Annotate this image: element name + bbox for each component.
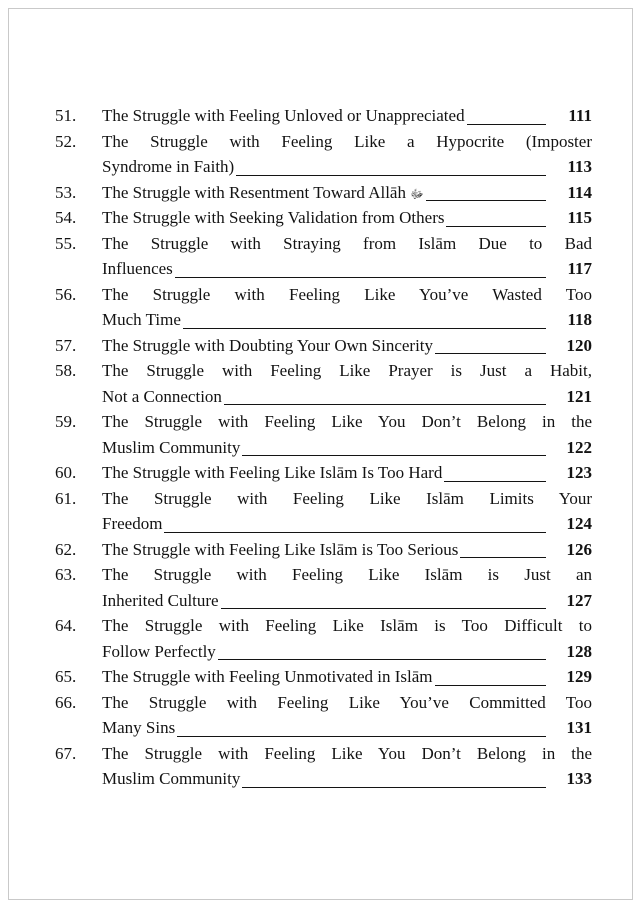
entry-last-line <box>102 435 592 461</box>
page-number: 118 <box>567 310 592 329</box>
entry-last-line <box>102 103 592 129</box>
leader-line <box>164 532 546 533</box>
page-number: 113 <box>567 157 592 176</box>
entry-last-line <box>102 205 592 231</box>
entry-number: 56. <box>55 284 77 304</box>
entry-wrap-line: The Struggle with Feeling Like Prayer is Just a Habit, <box>102 361 592 380</box>
leader-line <box>218 659 546 660</box>
page-number: 126 <box>566 539 592 559</box>
toc-entry <box>55 205 592 231</box>
entry-wrap-line: The Struggle with Feeling Like You Don’t Belong in the <box>102 743 592 763</box>
book-page <box>8 8 633 900</box>
page-number: 122 <box>566 437 592 457</box>
entry-title-text: Freedom <box>102 514 163 533</box>
entry-wrap-line: The Struggle with Straying from Islām Due to Bad <box>102 233 592 253</box>
toc-entry <box>55 460 592 486</box>
entry-body <box>102 282 592 333</box>
page-number: 114 <box>567 182 592 202</box>
entry-number: 61. <box>55 488 77 508</box>
entry-body <box>102 358 592 409</box>
table-of-contents <box>9 9 632 792</box>
leader-line <box>242 787 546 788</box>
entry-number: 60. <box>55 463 77 482</box>
entry-title-text: Many Sins <box>102 718 176 737</box>
entry-body <box>102 664 592 690</box>
page-number: 124 <box>566 514 592 533</box>
entry-title-text: The Struggle with Feeling Like Islām is Too Serious <box>102 539 459 559</box>
toc-entry <box>55 562 592 613</box>
entry-body <box>102 486 592 537</box>
entry-last-line <box>102 537 592 563</box>
entry-number: 57. <box>55 335 77 355</box>
entry-body <box>102 537 592 563</box>
page-number: 128 <box>566 641 592 661</box>
entry-number: 64. <box>55 616 77 635</box>
toc-entry <box>55 741 592 792</box>
entry-last-line <box>102 384 592 410</box>
entry-wrap-line: The Struggle with Feeling Like Islām is Too Difficult to <box>102 616 592 635</box>
entry-title-text: Muslim Community <box>102 769 241 788</box>
entry-last-line <box>102 154 592 180</box>
toc-entry <box>55 282 592 333</box>
page-number: 127 <box>566 590 592 610</box>
leader-line <box>467 124 546 125</box>
toc-entry <box>55 103 592 129</box>
page-number: 111 <box>568 106 592 125</box>
entry-last-line <box>102 460 592 486</box>
entry-body <box>102 333 592 359</box>
leader-line <box>426 200 546 201</box>
entry-title-text: The Struggle with Doubting Your Own Sincerity <box>102 335 434 355</box>
entry-title-text: Much Time <box>102 310 181 329</box>
entry-title-text: Muslim Community <box>102 437 241 457</box>
entry-title-text: Not a Connection <box>102 386 222 406</box>
entry-last-line <box>102 639 592 665</box>
toc-entry <box>55 333 592 359</box>
leader-line <box>435 685 546 686</box>
entry-number: 66. <box>55 692 77 712</box>
entry-title-text: Syndrome in Faith) <box>102 157 235 176</box>
page-number: 133 <box>566 769 592 788</box>
toc-entry <box>55 358 592 409</box>
leader-line <box>175 277 546 278</box>
toc-entry <box>55 613 592 664</box>
entry-wrap-line: The Struggle with Feeling Like Islām is Just an <box>102 565 592 584</box>
entry-title-text: The Struggle with Seeking Validation from Others <box>102 208 445 227</box>
entry-number: 54. <box>55 208 77 227</box>
page-number: 131 <box>566 718 592 737</box>
entry-last-line <box>102 664 592 690</box>
toc-entry <box>55 231 592 282</box>
entry-body <box>102 205 592 231</box>
entry-wrap-line: The Struggle with Feeling Like You’ve Wasted Too <box>102 284 592 304</box>
entry-number: 55. <box>55 233 77 253</box>
leader-line <box>242 455 546 456</box>
leader-line <box>444 481 546 482</box>
entry-title-text: Follow Perfectly <box>102 641 216 661</box>
entry-wrap-line: The Struggle with Feeling Like Islām Limits Your <box>102 488 592 508</box>
entry-body <box>102 613 592 664</box>
entry-title-text: The Struggle with Resentment Toward Allāh ﷻ <box>102 182 424 202</box>
entry-body <box>102 562 592 613</box>
toc-entry <box>55 180 592 206</box>
toc-entry <box>55 486 592 537</box>
entry-body <box>102 741 592 792</box>
leader-line <box>183 328 546 329</box>
entry-wrap-line: The Struggle with Feeling Like You Don’t Belong in the <box>102 412 592 431</box>
toc-entry <box>55 537 592 563</box>
toc-entry <box>55 664 592 690</box>
entry-body <box>102 180 592 206</box>
page-number: 120 <box>566 335 592 355</box>
entry-last-line <box>102 180 592 206</box>
entry-title-text: The Struggle with Feeling Like Islām Is Too Hard <box>102 463 443 482</box>
leader-line <box>435 353 546 354</box>
entry-number: 62. <box>55 539 77 559</box>
entry-number: 67. <box>55 743 77 763</box>
entry-number: 58. <box>55 361 77 380</box>
entry-body <box>102 231 592 282</box>
entry-last-line <box>102 511 592 537</box>
entry-body <box>102 409 592 460</box>
leader-line <box>460 557 546 558</box>
entry-number: 53. <box>55 182 77 202</box>
entry-number: 59. <box>55 412 77 431</box>
leader-line <box>446 226 546 227</box>
entry-wrap-line: The Struggle with Feeling Like You’ve Committed Too <box>102 692 592 712</box>
entry-body <box>102 103 592 129</box>
entry-body <box>102 690 592 741</box>
page-number: 123 <box>566 463 592 482</box>
leader-line <box>177 736 546 737</box>
entry-title-text: Inherited Culture <box>102 590 219 610</box>
allah-honorific-glyph: ﷻ <box>410 186 424 201</box>
entry-number: 51. <box>55 106 77 125</box>
entry-body <box>102 129 592 180</box>
toc-entry <box>55 690 592 741</box>
page-number: 115 <box>567 208 592 227</box>
entry-title-text: The Struggle with Feeling Unloved or Unappreciated <box>102 106 465 125</box>
entry-number: 63. <box>55 565 77 584</box>
entry-last-line <box>102 766 592 792</box>
entry-wrap-line: The Struggle with Feeling Like a Hypocrite (Imposter <box>102 131 592 151</box>
entry-body <box>102 460 592 486</box>
toc-entry <box>55 409 592 460</box>
entry-title-text: The Struggle with Feeling Unmotivated in Islām <box>102 667 433 686</box>
leader-line <box>221 608 546 609</box>
entry-last-line <box>102 307 592 333</box>
entry-last-line <box>102 715 592 741</box>
page-number: 117 <box>567 259 592 278</box>
entry-last-line <box>102 588 592 614</box>
entry-title-text: Influences <box>102 259 173 278</box>
page-number: 121 <box>566 386 592 406</box>
leader-line <box>224 404 546 405</box>
entry-number: 65. <box>55 667 77 686</box>
entry-number: 52. <box>55 131 77 151</box>
entry-last-line <box>102 256 592 282</box>
entry-last-line <box>102 333 592 359</box>
page-number: 129 <box>566 667 592 686</box>
toc-entry <box>55 129 592 180</box>
leader-line <box>236 175 546 176</box>
